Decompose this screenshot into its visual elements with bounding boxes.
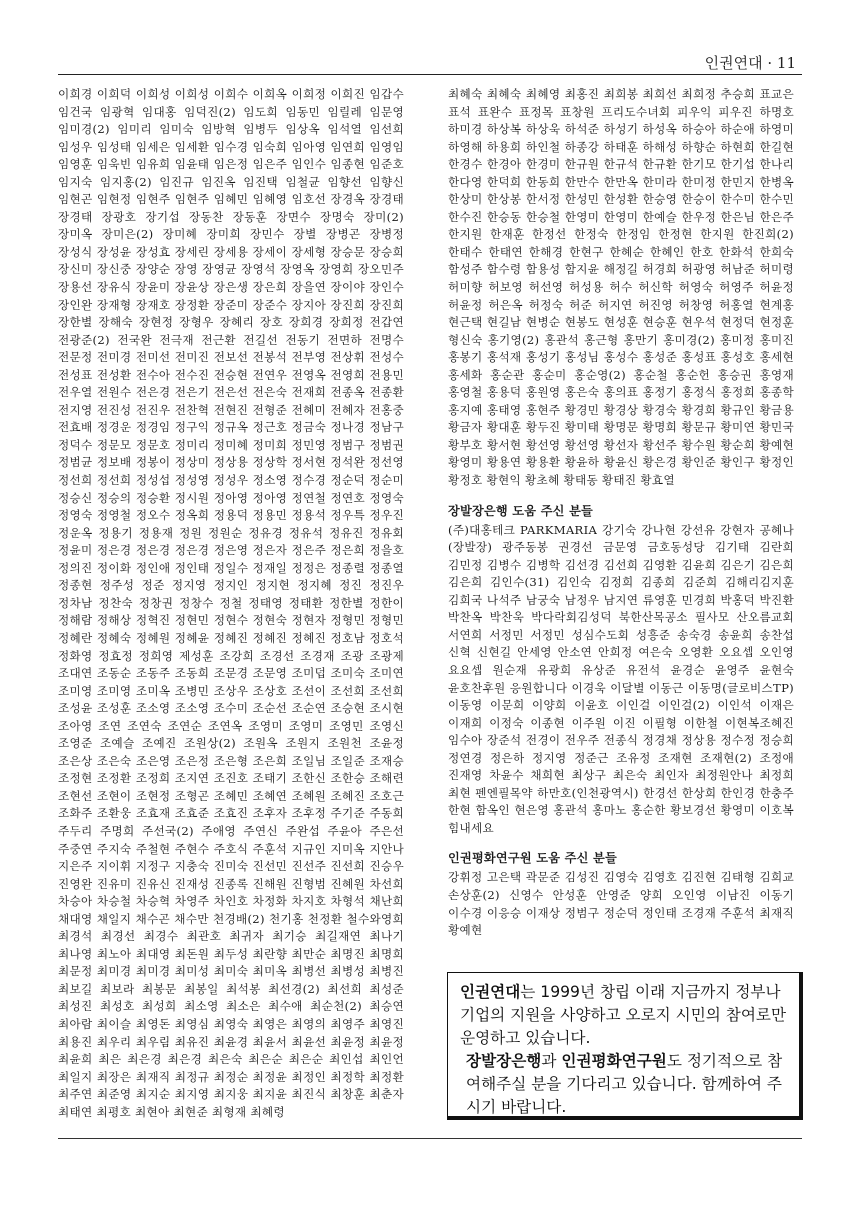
jangbal-sponsors-title: 장발장은행 도움 주신 분들 (448, 503, 594, 518)
research-sponsors-list: 강휘정 고은택 곽문준 김성진 김영숙 김영호 김진현 김태형 김희교 손상훈(2) 신영수 안성훈 안영준 양희 오인영 이남진 이동기 이수경 이응승 이재상 정범구 정순덕 정인태 조경재 주훈석 최재직 황예현 (448, 870, 794, 938)
header-rule (58, 74, 802, 75)
page-header (58, 52, 802, 74)
notice-bank-name: 장발장은행 (466, 1052, 542, 1070)
jangbal-sponsors-list: (주)대홍테크 PARKMARIA 강기숙 강나현 강선유 강현자 공혜나(장발장) 광주동봉 권경선 금문영 금호동성당 김기태 김란희 김민정 김병수 김병학 김선경 김선희 김영환 김윤희 김은기 김은희 김은희 김인수(31) 김인숙 김정희 김종희 김준희 김해리김지훈 김희국 나석주 남궁숙 남정우 남지연 류영훈 민경희 박홍덕 박진환 박찬옥 박찬욱 박다락회김성덕 북한산목공소 필사모 산오름교회 서연희 서정민 서정민 성심수도회 성흥준 송숙경 송윤희 송찬섭 신혁 신현길 안세영 안소연 안희정 여은숙 오영환 오요셉 오인영 요요셉 원순재 유광희 유상준 유전석 윤경순 윤영주 윤현숙 윤호찬후원 응원합니다 이경욱 이달별 이동근 이동명(글로비스TP) 이동영 이문희 이양희 이윤호 이인걸 이인걸(2) 이인석 이재은 이재희 이정숙 이종현 이주원 이진 이필형 이한철 이현복조혜진 임수아 장준석 전경이 전우주 전종식 정경채 정상용 정수정 정승희 정연경 정은하 정지영 정준근 조유정 조재현 조재현(2) 조정애 진재영 차윤수 채희현 최상구 최은숙 최인자 최정원안나 최정희 최현 펜엔필목약 하만호(인천광역시) 한경선 한상희 한인경 한충주 한현 함옥인 현은영 홍관석 홍마노 홍순한 황보경선 황영미 이호복 힘내세요 (448, 522, 794, 835)
header-title: 인권연대 · 11 (704, 54, 796, 72)
donor-names-left: 이희경 이희덕 이희성 이희성 이희수 이희옥 이희정 이희진 임갑수 임건국 임광혁 임대홍 임덕진(2) 임도희 임동민 임릴레 임문영 임미경(2) 임미리 임미숙 임방혁 임병두 임상옥 임석열 임선희 임성우 임성태 임세은 임세환 임수경 임숙희 임아영 임연희 임영임 임영훈 임욱빈 임유희 임윤태 임은정 임은주 임인수 임종현 임준호 임지숙 임지홍(2) 임진규 임진옥 임진택 임철균 임향선 임향신 임현곤 임현정 임현주 임현주 임혜민 임혜영 임호선 장경옥 장경태 장경태 장광호 장기섭 장동찬 장동훈 장면수 장명숙 장미(2) 장미옥 장미은(2) 장미혜 장미희 장민수 장별 장병곤 장병정 장성식 장성윤 장성효 장세린 장세용 장세이 장세형 장승문 장승희 장신미 장신중 장양순 장영 장영균 장영석 장영옥 장영희 장오민주 장용선 장유식 장윤미 장윤상 장은생 장은희 장을연 장이야 장인수 장인완 장재형 장재호 장정환 장준미 장준수 장지아 장진희 장진희 장한별 장해숙 장현정 장형우 장혜리 장호 장희경 장희정 전갑연 전광준(2) 전국완 전극재 전근환 전길선 전동기 전면하 전명수 전문정 전미경 전미선 전미진 전보선 전봉석 전부영 전상휘 전성수 전성표 전성환 전수아 전수진 전승현 전연우 전영옥 전영희 전용민 전우열 전원수 전은경 전은기 전은선 전은숙 전재희 전종옥 전종환 전지영 전진성 전진우 전찬혁 전현진 전형준 전혜미 전혜자 전홍중 전효배 정경운 정경임 정구익 정규옥 정근호 정금숙 정나경 정남구 정덕수 정문모 정문호 정미리 정미혜 정미희 정민영 정범구 정범권 정범균 정보배 정봉이 정상미 정상용 정상학 정서현 정석완 정선영 정선희 정선희 정성섭 정성영 정성우 정소영 정수경 정순덕 정순미 정승신 정승의 정승환 정시원 정아영 정아영 정연철 정연호 정영숙 정영숙 정영철 정오수 정옥희 정용덕 정용민 정용석 정우특 정우진 정운옥 정용기 정용재 정원 정원순 정유경 정유석 정유진 정유회 정윤미 정은경 정은경 정은경 정은영 정은자 정은주 정은희 정을호 정의진 정이화 정인애 정인태 정일수 정재일 정정은 정종렬 정종열 정종현 정주성 정준 정지영 정지인 정지현 정지혜 정진 정진우 정차남 정찬숙 정창권 정창수 정철 정태영 정태환 정한별 정한이 정해람 정해상 정혁진 정현민 정현수 정현숙 정현자 정형민 정형민 정혜란 정혜숙 정혜원 정혜윤 정혜진 정혜진 정혜진 정호남 정호석 정화영 정효정 정희영 제성훈 조강희 조경선 조경재 조광 조광제 조대연 조동순 조동주 조동희 조문경 조문영 조미덥 조미숙 조미연 조미영 조미영 조미옥 조병민 조상우 조상호 조선이 조선희 조선희 조성윤 조성훈 조소영 조소영 조수미 조순선 조순연 조승현 조시현 조아영 조연 조연숙 조연순 조연옥 조영미 조영미 조영민 조영신 조영준 조예슬 조예진 조원상(2) 조원옥 조원지 조원천 조윤정 조은상 조은숙 조은영 조은정 조은형 조은희 조일님 조일준 조재승 조정현 조정환 조정희 조지연 조진호 조태기 조한신 조한승 조해련 조현선 조현이 조현정 조형곤 조혜민 조혜연 조혜원 조혜진 조호근 조화주 조환웅 조효재 조효준 조효진 조후자 조후정 주기준 주동희 주두리 주명희 주선국(2) 주애영 주연신 주완섭 주윤아 주은선 주중연 주지숙 주철현 주현수 주호식 주훈석 지규인 지미옥 지안나 지은주 지이휘 지정구 지충숙 진미숙 진선민 진선주 진선희 진승우 진영완 진유미 진유신 진재성 진종록 진해원 진형범 진혜원 차선희 차승아 차승철 차승혁 차영주 차인호 차정화 차지호 차형석 채난희 채대영 채일지 채수곤 채수만 천경배(2) 천기홍 천정환 철수와영희 최경석 최경선 최경수 최관호 최귀자 최기승 최길재연 최나기 최나영 최노아 최대영 최돈원 최두성 최란향 최만순 최명진 최명희 최문정 최미경 최미경 최미성 최미숙 최미옥 최병선 최병성 최병진 최보길 최보라 최봉문 최봉일 최석봉 최선경(2) 최선희 최성준 최성진 최성호 최성희 최소영 최소은 최수애 최순천(2) 최승연 최아람 최이슬 최영돈 최영심 최영숙 최영은 최영의 최영주 최영진 최용진 최우리 최우림 최유진 최윤경 최윤서 최윤선 최윤정 최윤정 최윤희 최은 최은경 최은경 최은숙 최은순 최은순 최인섭 최인언 최일지 최장은 최재직 최정규 최정순 최정윤 최정인 최정학 최정환 최주연 최준영 최지순 최지영 최지웅 최지윤 최진식 최창훈 최춘자 최태연 최평호 최현아 최현준 최형재 최혜령 (58, 87, 404, 1119)
notice-text-2: 도 정기적으로 참여해주실 분을 기다리고 있습니다. 함께하여 주시기 바랍니다. (466, 1052, 783, 1116)
donor-names-right: 최혜숙 최혜숙 최혜영 최홍진 최희봉 최희선 최희정 추승희 표교은 표석 표완수 표정목 표창원 프리도수녀회 피우익 피우진 하명호 하미경 하상복 하상욱 하석준 하성기 하성옥 하승아 하순애 하영미 하영해 하용희 하인철 하종강 하태훈 하해성 하향순 하현희 한길현 한경수 한경아 한경미 한규원 한규석 한규환 한기모 한기섭 한나리 한다영 한덕희 한동희 한만수 한만옥 한미라 한미정 한민지 한병옥 한상미 한상봉 한서정 한성민 한성환 한승영 한승이 한수미 한수민 한수진 한승동 한승철 한영미 한영미 한예슬 한우정 한은님 한은주 한지원 한재훈 한정선 한정숙 한정임 한정현 한지원 한진희(2) 한태수 한태연 한해경 한현구 한혜순 한혜인 한호 한화석 한희숙 함성주 함수령 함용성 함지윤 해정길 허경희 허광영 허남준 허미령 허미향 허보영 허선영 허성용 허수 허신학 허영숙 허영주 허윤정 허윤정 허은옥 허정숙 허준 허지연 허진영 허창영 허홍열 현계홍 현근택 현길남 현병순 현봉도 현성훈 현승훈 현우석 현정덕 현정훈 형신숙 홍기영(2) 홍관석 홍근형 홍만기 홍미경(2) 홍미정 홍미진 홍봉기 홍석재 홍성기 홍성님 홍성수 홍성준 홍성표 홍성호 홍세현 홍세화 홍순관 홍순미 홍순영(2) 홍순철 홍순헌 홍승권 홍영재 홍영철 홍용덕 홍원영 홍은숙 홍의표 홍정기 홍정식 홍정희 홍종학 홍지예 홍태영 홍현주 황경민 황경상 황경숙 황경희 황규인 황금용 황금자 황대훈 황두진 황미태 황명문 황명희 황문규 황미연 황민국 황부호 황서현 황선영 황선영 황선자 황선주 황수원 황순희 황예현 황영미 황용연 황용환 황윤하 황윤신 황은경 황인준 황인구 황정인 황정호 황현익 황초혜 황태동 황태진 황효열 (448, 87, 794, 488)
left-column (58, 86, 404, 1121)
research-sponsors-title: 인권평화연구원 도움 주신 분들 (448, 851, 617, 866)
notice-text-1: 는 1999년 창립 이래 지금까지 정부나 기업의 지원을 사양하고 오로지 시민의 참여로만 운영하고 있습니다. (460, 983, 787, 1047)
right-column (448, 86, 794, 940)
notice-box (447, 972, 803, 1120)
notice-institute-name: 인권평화연구원 (561, 1052, 667, 1070)
footer-rule (58, 1138, 802, 1139)
notice-paragraph-1 (460, 981, 789, 1050)
notice-paragraph-2 (460, 1050, 789, 1119)
notice-conj: 과 (541, 1052, 557, 1070)
notice-org-name: 인권연대 (460, 983, 521, 1001)
